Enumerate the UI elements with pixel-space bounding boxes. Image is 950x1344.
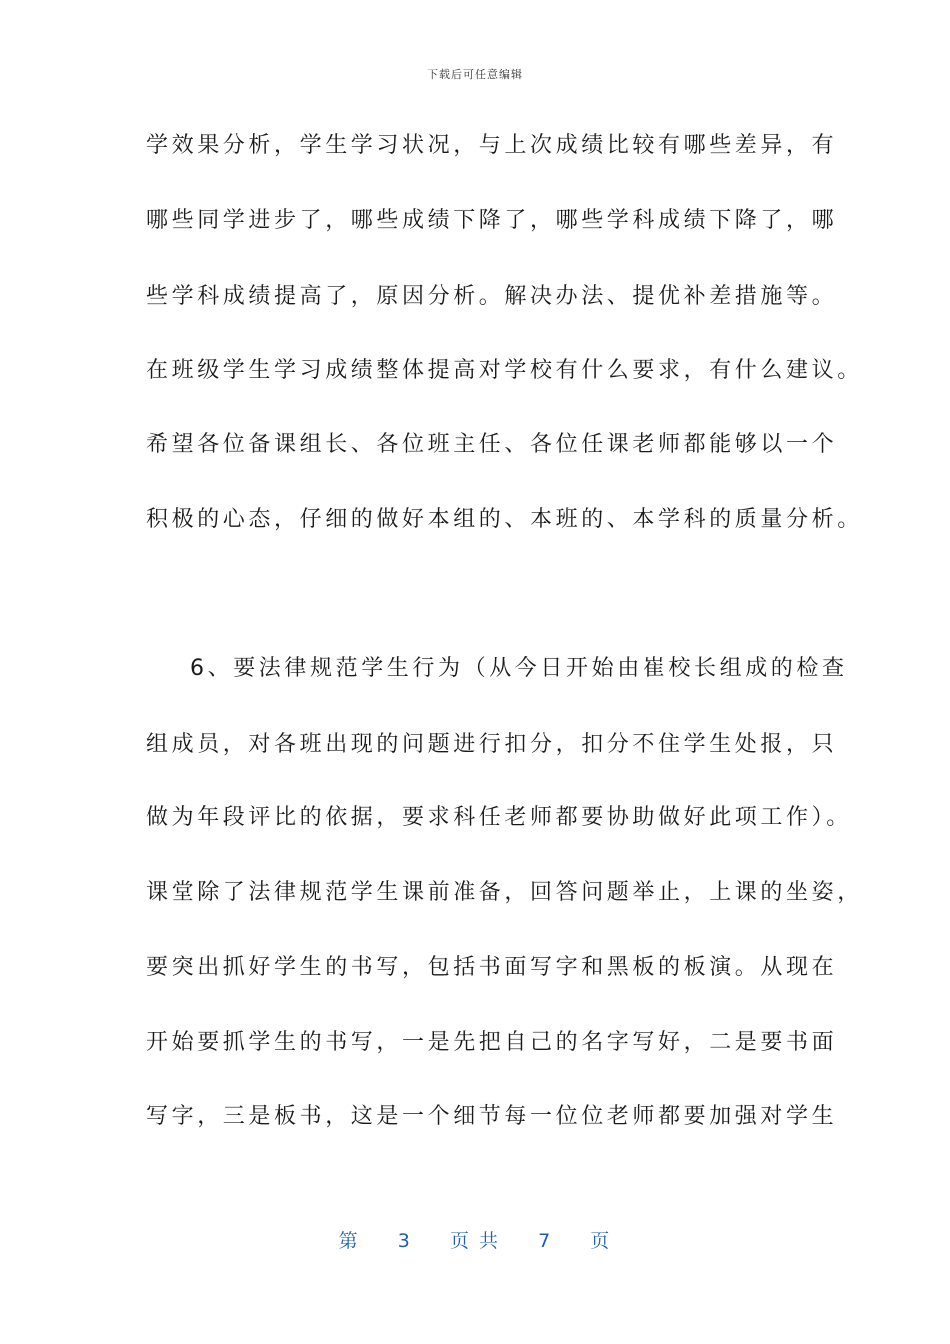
body-line-7: 6、要法律规范学生行为（从今日开始由崔校长组成的检查 xyxy=(190,656,848,681)
body-line-8: 组成员，对各班出现的问题进行扣分，扣分不住学生处报，只 xyxy=(146,732,838,757)
body-line-5: 希望各位备课组长、各位班主任、各位任课老师都能够以一个 xyxy=(146,432,838,457)
body-line-9: 做为年段评比的依据，要求科任老师都要协助做好此项工作）。 xyxy=(146,805,852,830)
body-line-11: 要突出抓好学生的书写，包括书面写字和黑板的板演。从现在 xyxy=(146,955,838,980)
footer-current-page: 3 xyxy=(397,1230,412,1252)
page-footer xyxy=(0,1226,950,1253)
body-line-2: 哪些同学进步了，哪些成绩下降了，哪些学科成绩下降了，哪 xyxy=(146,208,838,233)
footer-suffix: 页 xyxy=(590,1230,612,1252)
footer-middle: 页 共 xyxy=(449,1230,501,1252)
body-line-6: 积极的心态，仔细的做好本组的、本班的、本学科的质量分析。 xyxy=(146,507,863,532)
body-line-12: 开始要抓学生的书写，一是先把自己的名字写好，二是要书面 xyxy=(146,1030,838,1055)
body-line-13: 写字，三是板书，这是一个细节每一位位老师都要加强对学生 xyxy=(146,1104,838,1129)
body-line-10: 课堂除了法律规范学生课前准备，回答问题举止，上课的坐姿， xyxy=(146,880,863,905)
body-line-1: 学效果分析，学生学习状况，与上次成绩比较有哪些差异，有 xyxy=(146,133,838,158)
body-line-3: 些学科成绩提高了，原因分析。解决办法、提优补差措施等。 xyxy=(146,284,838,309)
footer-total-pages: 7 xyxy=(538,1230,553,1252)
body-line-4: 在班级学生学习成绩整体提高对学校有什么要求，有什么建议。 xyxy=(146,358,863,383)
footer-prefix: 第 xyxy=(338,1230,360,1252)
page-header: 下载后可任意编辑 xyxy=(427,68,523,81)
